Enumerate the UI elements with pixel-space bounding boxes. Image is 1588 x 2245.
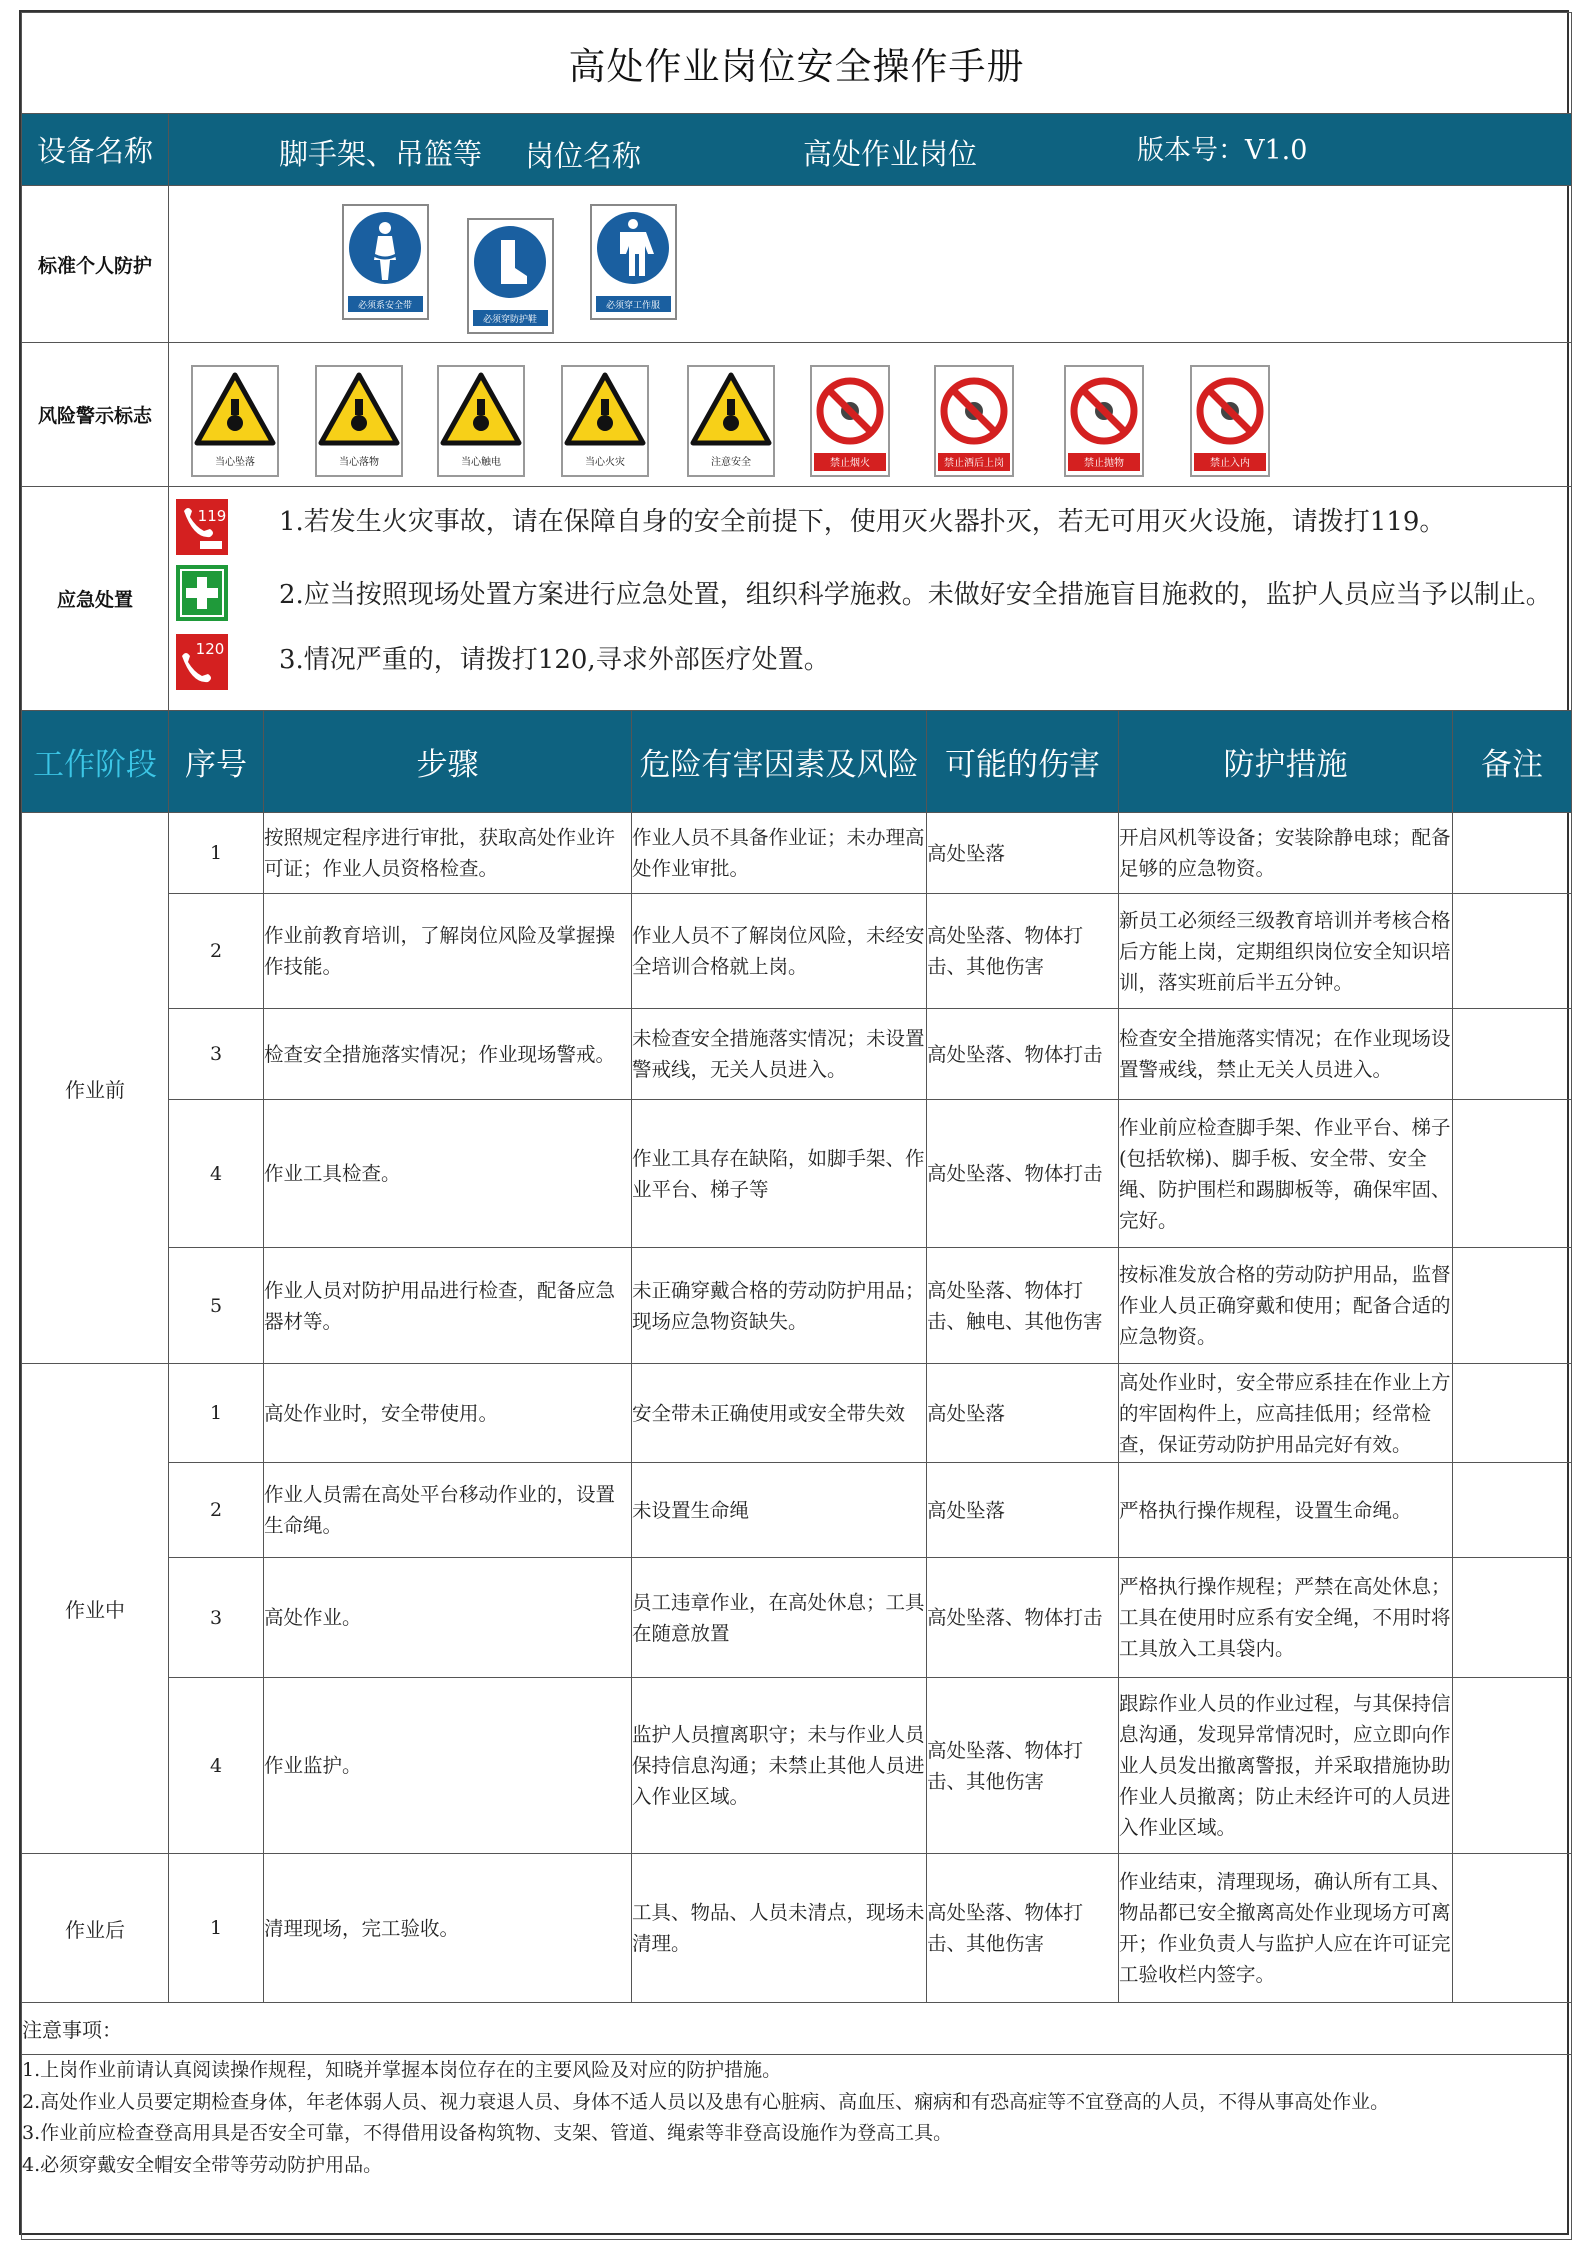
step-cell: 作业人员对防护用品进行检查，配备应急器材等。 [264,1248,632,1364]
hazard-cell: 工具、物品、人员未清点，现场未清理。 [632,1854,927,2003]
step-cell: 高处作业。 [264,1558,632,1678]
header-stage: 工作阶段 [22,711,169,813]
first-aid-icon [176,565,228,621]
notes-list [22,2055,1572,2240]
harm-cell: 高处坠落 [927,1364,1119,1463]
table-row [22,1558,1572,1678]
harm-cell: 高处坠落 [927,813,1119,894]
note-cell [1453,1463,1572,1558]
row-number: 5 [169,1248,264,1364]
table-row [22,894,1572,1009]
ppe-caption: 必须穿工作服 [605,301,661,311]
measure-cell: 跟踪作业人员的作业过程，与其保持信息沟通，发现异常情况时，应立即向作业人员发出撤离警报，并采取措施协助作业人员撤离；防止未经许可的人员进入作业区域。 [1119,1678,1453,1854]
table-row [22,1854,1572,2003]
harm-cell: 高处坠落、物体打击、其他伤害 [927,1678,1119,1854]
warning-caption: 注意安全 [711,457,751,468]
step-cell: 作业监护。 [264,1678,632,1854]
notes-header-row [22,2003,1572,2055]
table-body [22,813,1572,2003]
prohibit-caption: 禁止烟火 [830,458,870,469]
note-cell [1453,1854,1572,2003]
fire-119-icon [176,499,228,555]
row-number: 2 [169,894,264,1009]
falling-objects-warning-icon [315,365,403,481]
harm-cell: 高处坠落、物体打击、触电、其他伤害 [927,1248,1119,1364]
measure-cell: 按标准发放合格的劳动防护用品，监督作业人员正确穿戴和使用；配备合适的应急物资。 [1119,1248,1453,1364]
warning-signs-strip [169,343,1572,487]
warning-signs [169,343,1572,487]
ppe-caption: 必须穿防护鞋 [482,315,538,325]
row-number: 1 [169,813,264,894]
manual-sheet [19,10,1569,2235]
prohibit-caption: 禁止入内 [1210,458,1250,469]
header-note: 备注 [1453,711,1572,813]
notes-title: 注意事项： [22,2003,1572,2055]
measure-cell: 作业前应检查脚手架、作业平台、梯子(包括软梯)、脚手板、安全带、安全绳、防护围栏和踢脚板等，确保牢固、完好。 [1119,1100,1453,1248]
harm-cell: 高处坠落 [927,1463,1119,1558]
note-cell [1453,1100,1572,1248]
emergency-label: 应急处置 [22,487,169,711]
device-label: 设备名称 [22,114,169,186]
table-row [22,1678,1572,1854]
info-bar [22,114,1572,186]
no-smoking-fire-icon [810,365,890,481]
prohibit-caption: 禁止抛物 [1084,458,1124,469]
note-cell [1453,1678,1572,1854]
note-cell [1453,1248,1572,1364]
step-cell: 高处作业时，安全带使用。 [264,1364,632,1463]
warning-caption: 当心火灾 [585,457,625,468]
ppe-signs [169,186,1572,343]
step-cell: 作业工具检查。 [264,1100,632,1248]
hazard-cell: 作业人员不了解岗位风险，未经安全培训合格就上岗。 [632,894,927,1009]
measure-cell: 严格执行操作规程，设置生命绳。 [1119,1463,1453,1558]
measure-cell: 作业结束，清理现场，确认所有工具、物品都已安全撤离高处作业现场方可离开；作业负责人与监护人应在许可证完工验收栏内签字。 [1119,1854,1453,2003]
row-number: 1 [169,1854,264,2003]
device-value: 脚手架、吊篮等 [279,137,483,171]
harm-cell: 高处坠落、物体打击 [927,1009,1119,1100]
page-title: 高处作业岗位安全操作手册 [22,13,1572,114]
measure-cell: 严格执行操作规程；严禁在高处休息；工具在使用时应系有安全绳，不用时将工具放入工具袋内。 [1119,1558,1453,1678]
no-entry-icon [1190,365,1270,481]
row-number: 1 [169,1364,264,1463]
work-clothes-icon [590,204,677,324]
table-row [22,813,1572,894]
warnings-label: 风险警示标志 [22,343,169,487]
safety-boots-icon [467,218,554,338]
row-number: 4 [169,1100,264,1248]
notes-row [22,2055,1572,2240]
table-row [22,1009,1572,1100]
hazard-cell: 未正确穿戴合格的劳动防护用品；现场应急物资缺失。 [632,1248,927,1364]
warnings-row [22,343,1572,487]
manual-table [21,12,1572,2240]
harm-cell: 高处坠落、物体打击、其他伤害 [927,894,1119,1009]
table-row [22,1248,1572,1364]
hazard-cell: 未检查安全措施落实情况；未设置警戒线，无关人员进入。 [632,1009,927,1100]
caution-warning-icon [687,365,775,481]
header-harm: 可能的伤害 [927,711,1119,813]
table-header-row [22,711,1572,813]
note-cell [1453,1009,1572,1100]
info-bar-values [169,114,1572,186]
hazard-cell: 员工违章作业，在高处休息；工具在随意放置 [632,1558,927,1678]
row-number: 2 [169,1463,264,1558]
prohibit-caption: 禁止酒后上岗 [944,458,1004,469]
note-cell [1453,813,1572,894]
warning-caption: 当心落物 [339,457,379,468]
stage-cell: 作业中 [22,1364,169,1854]
emergency-row [22,487,1572,711]
note-cell [1453,1558,1572,1678]
no-throwing-icon [1064,365,1144,481]
step-cell: 清理现场，完工验收。 [264,1854,632,2003]
electric-shock-warning-icon [437,365,525,481]
note-item: 4.必须穿戴安全帽安全带等劳动防护用品。 [22,2153,383,2176]
ppe-caption: 必须系安全带 [357,301,413,311]
fire-119-text: 119 [197,507,227,525]
measure-cell: 高处作业时，安全带应系挂在作业上方的牢固构件上，应高挂低用；经常检查，保证劳动防护用品完好有效。 [1119,1364,1453,1463]
fire-warning-icon [561,365,649,481]
hazard-cell: 作业工具存在缺陷，如脚手架、作业平台、梯子等 [632,1100,927,1248]
version-label: 版本号：V1.0 [1137,135,1308,166]
safety-harness-icon [342,204,429,324]
table-row [22,1364,1572,1463]
step-cell: 按照规定程序进行审批，获取高处作业许可证；作业人员资格检查。 [264,813,632,894]
measure-cell: 检查安全措施落实情况；在作业现场设置警戒线，禁止无关人员进入。 [1119,1009,1453,1100]
step-cell: 作业人员需在高处平台移动作业的，设置生命绳。 [264,1463,632,1558]
hazard-cell: 监护人员擅离职守；未与作业人员保持信息沟通；未禁止其他人员进入作业区域。 [632,1678,927,1854]
note-item: 2.高处作业人员要定期检查身体，年老体弱人员、视力衰退人员、身体不适人员以及患有心脏病、高血压、痫病和有恐高症等不宜登高的人员，不得从事高处作业。 [22,2090,1390,2113]
emergency-item-2: 2.应当按照现场处置方案进行应急处置，组织科学施救。未做好安全措施盲目施救的，监护人员应当予以制止。 [279,580,1552,610]
row-number: 3 [169,1558,264,1678]
ppe-label: 标准个人防护 [22,186,169,343]
note-cell [1453,1364,1572,1463]
table-row [22,1463,1572,1558]
measure-cell: 新员工必须经三级教育培训并考核合格后方能上岗，定期组织岗位安全知识培训，落实班前后半五分钟。 [1119,894,1453,1009]
emergency-item-1: 1.若发生火灾事故，请在保障自身的安全前提下，使用灭火器扑灭，若无可用灭火设施，请拨打119。 [279,507,1446,537]
harm-cell: 高处坠落、物体打击 [927,1558,1119,1678]
row-number: 4 [169,1678,264,1854]
header-hazard: 危险有害因素及风险 [632,711,927,813]
warning-caption: 当心触电 [461,457,501,468]
ambulance-120-icon [176,634,228,690]
note-item: 1.上岗作业前请认真阅读操作规程，知晓并掌握本岗位存在的主要风险及对应的防护措施。 [22,2059,782,2081]
emergency-content [169,487,1572,711]
post-label: 岗位名称 [525,139,642,173]
emergency-item-3: 3.情况严重的，请拨打120,寻求外部医疗处置。 [279,645,830,675]
note-cell [1453,894,1572,1009]
note-item: 3.作业前应检查登高用具是否安全可靠，不得借用设备构筑物、支架、管道、绳索等非登高设施作为登高工具。 [22,2122,953,2144]
hazard-cell: 作业人员不具备作业证；未办理高处作业审批。 [632,813,927,894]
step-cell: 检查安全措施落实情况；作业现场警戒。 [264,1009,632,1100]
stage-cell: 作业后 [22,1854,169,2003]
hazard-cell: 未设置生命绳 [632,1463,927,1558]
measure-cell: 开启风机等设备；安装除静电球；配备足够的应急物资。 [1119,813,1453,894]
step-cell: 作业前教育培训，了解岗位风险及掌握操作技能。 [264,894,632,1009]
post-value: 高处作业岗位 [803,137,978,171]
ppe-row [22,186,1572,343]
header-measure: 防护措施 [1119,711,1453,813]
header-number: 序号 [169,711,264,813]
hazard-cell: 安全带未正确使用或安全带失效 [632,1364,927,1463]
ambulance-120-text: 120 [195,640,225,658]
stage-cell: 作业前 [22,813,169,1364]
harm-cell: 高处坠落、物体打击 [927,1100,1119,1248]
table-row [22,1100,1572,1248]
row-number: 3 [169,1009,264,1100]
warning-caption: 当心坠落 [215,457,255,468]
no-climbing-icon [934,365,1014,481]
header-step: 步骤 [264,711,632,813]
fall-warning-icon [191,365,279,481]
harm-cell: 高处坠落、物体打击、其他伤害 [927,1854,1119,2003]
